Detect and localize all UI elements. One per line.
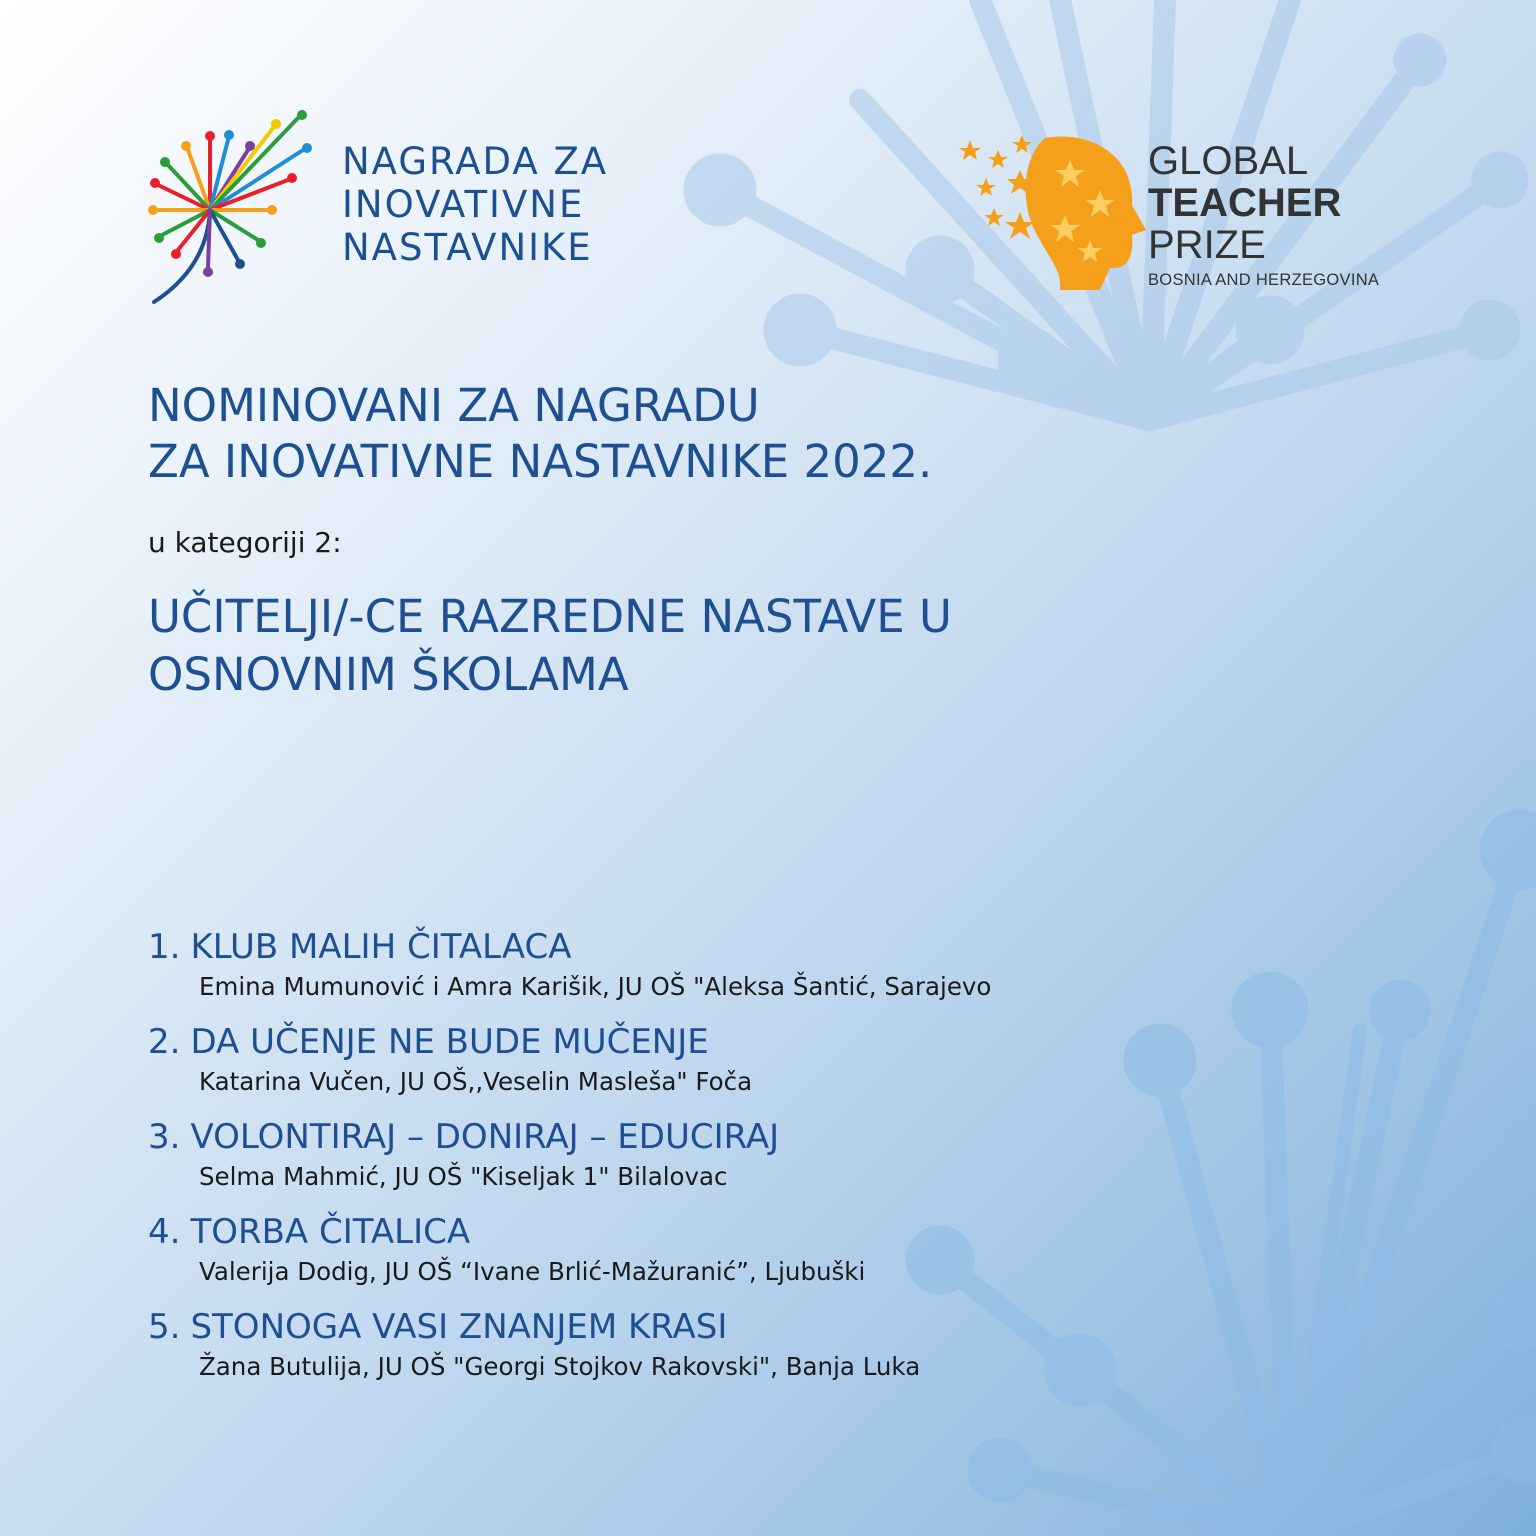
nominee-description: Selma Mahmić, JU OŠ "Kiseljak 1" Bilalovac: [199, 1162, 728, 1191]
nominee-title: [148, 925, 1348, 969]
nominee-number: 1.: [148, 927, 181, 967]
page-title-line-2: ZA INOVATIVNE NASTAVNIKE 2022.: [148, 435, 933, 488]
nagrada-logo-text: [342, 140, 608, 269]
nominee-item-5: [148, 1305, 1348, 1385]
nominee-item-1: [148, 925, 1348, 1005]
nominee-description: Valerija Dodig, JU OŠ “Ivane Brlić-Mažuranić”, Ljubuški: [199, 1257, 866, 1286]
nominee-number: 3.: [148, 1117, 181, 1157]
star-head-icon: [950, 130, 1150, 300]
nominee-title: [148, 1020, 1348, 1064]
nagrada-logo-line-1: NAGRADA ZA: [342, 140, 609, 183]
global-teacher-prize-text: [1148, 140, 1379, 290]
category-title-line-1: UČITELJI/-CE RAZREDNE NASTAVE U: [148, 590, 952, 643]
nominee-title-text: KLUB MALIH ČITALACA: [190, 927, 572, 967]
page-title-line-1: NOMINOVANI ZA NAGRADU: [148, 379, 760, 432]
nominee-number: 4.: [148, 1212, 181, 1252]
nominee-description: Emina Mumunović i Amra Karišik, JU OŠ "Aleksa Šantić, Sarajevo: [199, 972, 992, 1001]
nominee-title: [148, 1210, 1348, 1254]
nominee-title: [148, 1115, 1348, 1159]
nominee-title: [148, 1305, 1348, 1349]
gtp-country: BOSNIA AND HERZEGOVINA: [1148, 271, 1380, 289]
nagrada-logo-line-3: NASTAVNIKE: [342, 226, 593, 269]
gtp-line-global: GLOBAL: [1148, 139, 1309, 183]
category-intro: u kategoriji 2:: [148, 526, 342, 559]
nominee-list: [148, 925, 1348, 1400]
nominee-item-3: [148, 1115, 1348, 1195]
category-title-line-2: OSNOVNIM ŠKOLAMA: [148, 648, 629, 701]
nagrada-logo-line-2: INOVATIVNE: [342, 183, 585, 226]
nominee-item-4: [148, 1210, 1348, 1290]
dandelion-icon: [148, 110, 318, 310]
page-title: [148, 378, 932, 490]
nominee-title-text: TORBA ČITALICA: [190, 1212, 471, 1252]
nominee-title-text: DA UČENJE NE BUDE MUČENJE: [190, 1022, 709, 1062]
nominee-number: 5.: [148, 1307, 181, 1347]
gtp-line-teacher: TEACHER: [1148, 181, 1342, 225]
category-title: [148, 588, 952, 704]
nominee-number: 2.: [148, 1022, 181, 1062]
nagrada-logo: [148, 110, 648, 310]
gtp-line-prize: PRIZE: [1148, 223, 1266, 267]
nominee-description: Žana Butulija, JU OŠ "Georgi Stojkov Rakovski", Banja Luka: [199, 1352, 921, 1381]
nominee-item-2: [148, 1020, 1348, 1100]
nominee-title-text: STONOGA VASI ZNANJEM KRASI: [190, 1307, 728, 1347]
nominee-description: Katarina Vučen, JU OŠ,,Veselin Masleša" Foča: [199, 1067, 753, 1096]
nominee-title-text: VOLONTIRAJ – DONIRAJ – EDUCIRAJ: [190, 1117, 780, 1157]
global-teacher-prize-logo: [950, 130, 1430, 310]
